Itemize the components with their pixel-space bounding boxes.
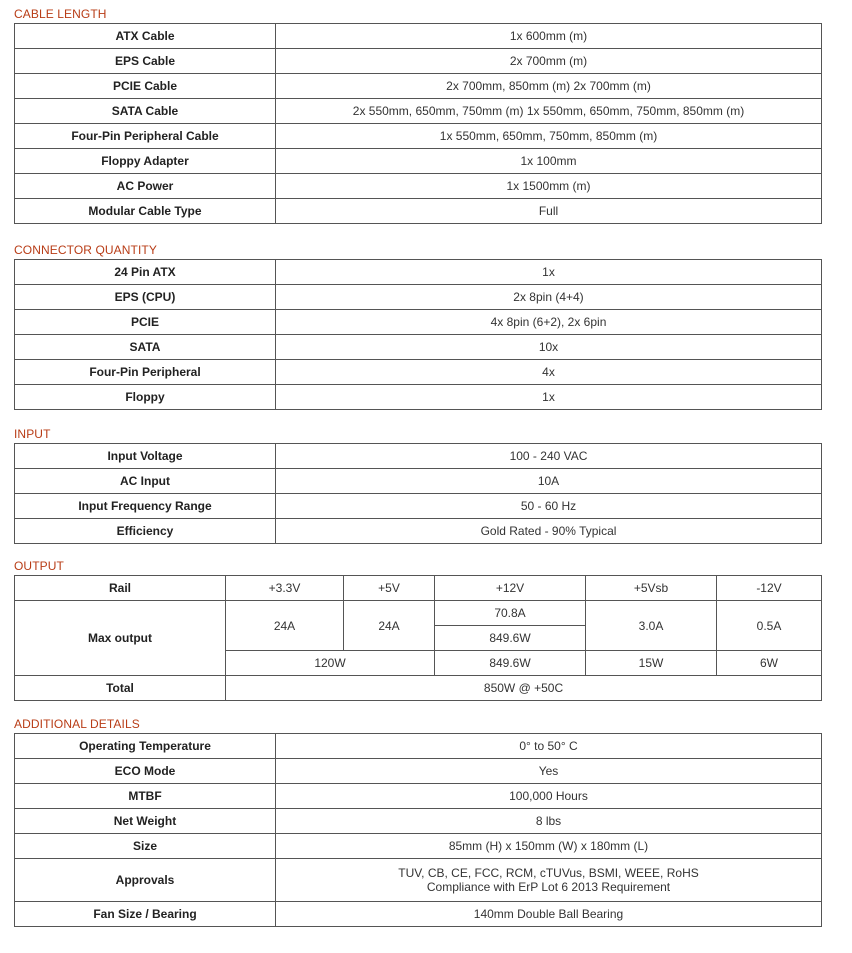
table-row: [15, 834, 822, 859]
spec-value: Yes: [276, 759, 822, 784]
fan-label: Fan Size / Bearing: [15, 902, 276, 927]
table-row: [15, 74, 822, 99]
table-row: [15, 149, 822, 174]
fan-value: 140mm Double Ball Bearing: [276, 902, 822, 927]
combined-neg12v: 6W: [717, 651, 822, 676]
table-row: [15, 784, 822, 809]
spec-value: 10x: [276, 335, 822, 360]
spec-label: Four-Pin Peripheral Cable: [15, 124, 276, 149]
table-row: [15, 734, 822, 759]
table-row: [15, 24, 822, 49]
max-neg12v: 0.5A: [717, 601, 822, 651]
table-row: [15, 809, 822, 834]
spec-value: 8 lbs: [276, 809, 822, 834]
table-row: [15, 335, 822, 360]
spec-label: Operating Temperature: [15, 734, 276, 759]
spec-value: 1x 600mm (m): [276, 24, 822, 49]
table-row: [15, 444, 822, 469]
spec-label: SATA: [15, 335, 276, 360]
table-row: [15, 124, 822, 149]
table-row: [15, 494, 822, 519]
combined-5vsb: 15W: [586, 651, 717, 676]
spec-label: Four-Pin Peripheral: [15, 360, 276, 385]
table-row: [15, 469, 822, 494]
section-title-output: OUTPUT: [14, 559, 64, 573]
spec-value: 10A: [276, 469, 822, 494]
table-row: [15, 260, 822, 285]
total-value: 850W @ +50C: [226, 676, 822, 701]
max-12v-amps: 70.8A: [435, 601, 586, 626]
spec-label: PCIE Cable: [15, 74, 276, 99]
table-row: [15, 285, 822, 310]
approvals-line-2: Compliance with ErP Lot 6 2013 Requirement: [426, 880, 671, 894]
spec-value: 2x 700mm, 850mm (m) 2x 700mm (m): [276, 74, 822, 99]
spec-label: Floppy: [15, 385, 276, 410]
section-title-connector-quantity: CONNECTOR QUANTITY: [14, 243, 157, 257]
section-title-cable-length: CABLE LENGTH: [14, 7, 107, 21]
spec-label: Size: [15, 834, 276, 859]
spec-value: 100,000 Hours: [276, 784, 822, 809]
additional-details-table: [14, 733, 822, 927]
spec-label: 24 Pin ATX: [15, 260, 276, 285]
section-title-input: INPUT: [14, 427, 51, 441]
spec-label: EPS (CPU): [15, 285, 276, 310]
spec-value: 2x 700mm (m): [276, 49, 822, 74]
rail-5v: +5V: [344, 576, 435, 601]
spec-value: 100 - 240 VAC: [276, 444, 822, 469]
approvals-label: Approvals: [15, 859, 276, 902]
table-row: [15, 99, 822, 124]
spec-label: SATA Cable: [15, 99, 276, 124]
spec-value: 4x 8pin (6+2), 2x 6pin: [276, 310, 822, 335]
spec-value: 50 - 60 Hz: [276, 494, 822, 519]
spec-value: 1x 550mm, 650mm, 750mm, 850mm (m): [276, 124, 822, 149]
table-row: [15, 576, 822, 601]
spec-label: MTBF: [15, 784, 276, 809]
table-row: [15, 174, 822, 199]
spec-value: 2x 8pin (4+4): [276, 285, 822, 310]
rail-5vsb: +5Vsb: [586, 576, 717, 601]
max-5vsb: 3.0A: [586, 601, 717, 651]
table-row: [15, 676, 822, 701]
max-output-label: Max output: [15, 601, 226, 676]
approvals-line-1: TUV, CB, CE, FCC, RCM, cTUVus, BSMI, WEEE, RoHS: [398, 866, 699, 880]
table-row: [15, 385, 822, 410]
spec-label: Input Frequency Range: [15, 494, 276, 519]
output-table: [14, 575, 822, 701]
spec-label: PCIE: [15, 310, 276, 335]
section-title-additional-details: ADDITIONAL DETAILS: [14, 717, 140, 731]
spec-label: Net Weight: [15, 809, 276, 834]
table-row: [15, 360, 822, 385]
cable-length-table: [14, 23, 822, 224]
max-5v: 24A: [344, 601, 435, 651]
input-table: [14, 443, 822, 544]
rail-3v3: +3.3V: [226, 576, 344, 601]
spec-label: Efficiency: [15, 519, 276, 544]
spec-label: Floppy Adapter: [15, 149, 276, 174]
total-label: Total: [15, 676, 226, 701]
spec-value: 85mm (H) x 150mm (W) x 180mm (L): [276, 834, 822, 859]
spec-value: 1x 100mm: [276, 149, 822, 174]
max-3v3: 24A: [226, 601, 344, 651]
table-row: [15, 199, 822, 224]
approvals-value: [276, 859, 822, 902]
spec-value: Gold Rated - 90% Typical: [276, 519, 822, 544]
max-12v-watts: 849.6W: [435, 626, 586, 651]
table-row: [15, 759, 822, 784]
spec-value: 1x: [276, 385, 822, 410]
table-row: [15, 519, 822, 544]
spec-value: 0° to 50° C: [276, 734, 822, 759]
spec-label: AC Input: [15, 469, 276, 494]
rail-label: Rail: [15, 576, 226, 601]
table-row: [15, 902, 822, 927]
spec-value: 2x 550mm, 650mm, 750mm (m) 1x 550mm, 650mm, 750mm, 850mm (m): [276, 99, 822, 124]
combined-3v3-5v: 120W: [226, 651, 435, 676]
spec-label: AC Power: [15, 174, 276, 199]
table-row: [15, 310, 822, 335]
spec-label: Modular Cable Type: [15, 199, 276, 224]
spec-value: 4x: [276, 360, 822, 385]
spec-value: 1x: [276, 260, 822, 285]
rail-12v: +12V: [435, 576, 586, 601]
table-row: [15, 601, 822, 626]
rail-neg12v: -12V: [717, 576, 822, 601]
spec-label: ECO Mode: [15, 759, 276, 784]
spec-value: Full: [276, 199, 822, 224]
table-row: [15, 49, 822, 74]
spec-label: EPS Cable: [15, 49, 276, 74]
spec-label: Input Voltage: [15, 444, 276, 469]
table-row: [15, 859, 822, 902]
combined-12v: 849.6W: [435, 651, 586, 676]
spec-value: 1x 1500mm (m): [276, 174, 822, 199]
connector-quantity-table: [14, 259, 822, 410]
spec-label: ATX Cable: [15, 24, 276, 49]
